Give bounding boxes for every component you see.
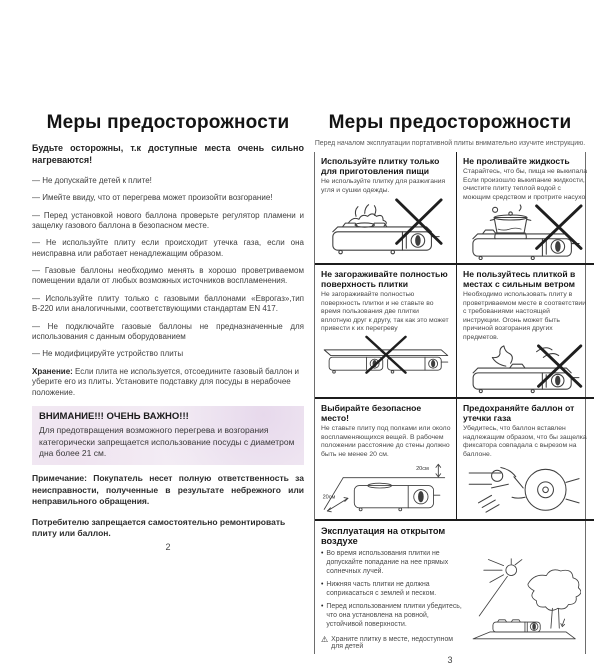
note-label: Примечание:	[32, 473, 87, 484]
manual-page-right	[314, 112, 586, 665]
two-stoves-covered-illustration	[321, 335, 451, 381]
warning-cell-no-wind	[457, 265, 594, 399]
cartridge-latch-illustration	[463, 460, 589, 514]
final-warning-text: Потребителю запрещается самостоятельно ремонтировать плиту или баллон.	[32, 516, 286, 538]
warning-cell-cooking-only	[315, 152, 457, 265]
safety-item: — Не допускайте детей к плите!	[32, 175, 152, 185]
warning-heading: Не загораживайте полностью поверхность плитки	[321, 268, 448, 289]
outdoor-bullet	[321, 603, 467, 630]
safety-item: — Перед установкой нового баллона проверьте регулятор пламени и защелку газового баллона в безопасном месте.	[32, 210, 304, 230]
warning-text: Не используйте плитку для разжигания угля и сушки одежды.	[321, 178, 446, 194]
safety-item: — Не модифицируйте устройство плиты	[32, 349, 184, 359]
attention-title: ВНИМАНИЕ!!! ОЧЕНЬ ВАЖНО!!!	[39, 411, 189, 423]
note-text: Покупатель несет полную ответственность за неисправности, полученные в результате небрежного или неправильного обращения.	[32, 473, 304, 507]
page-subtitle: Перед началом эксплуатации портативной плиты внимательно изучите инструкцию.	[314, 140, 586, 147]
outdoor-heading: Эксплуатация на открытом воздухе	[321, 526, 446, 547]
bullet-text: Во время использования плитки не допускайте попадание на нее прямых солнечных лучей.	[326, 550, 449, 576]
intro-warning-text: Будьте осторожны, т.к доступные места очень сильно нагреваются!	[32, 143, 304, 165]
storage-text: Если плита не используется, отсоедините газовый баллон и уберите его из плиты. Установите подставку для посуды в нерабочее положение.	[32, 366, 299, 397]
safety-item: — Используйте плиту только с газовыми баллонами «Еврогаз»,тип В-220 или аналогичными, соответствующими стандартам EN 417.	[32, 293, 304, 314]
boiling-pot-illustration	[463, 204, 589, 260]
warning-grid-frame	[314, 152, 586, 654]
bullet-text: Нижняя часть плитки не должна соприкасаться с землей и песком.	[326, 581, 437, 598]
clearance-distance-illustration	[321, 460, 451, 516]
warning-heading: Не проливайте жидкость	[463, 156, 570, 166]
safety-item: — Газовые баллоны необходимо менять в хорошо проветриваемом помещении вдали от любых возможных источников воспламенения.	[32, 266, 304, 286]
bullet-text: Перед использованием плитки убедитесь, что она установлена на ровной, устойчивой поверхности.	[326, 603, 462, 629]
warning-heading: Используйте плитку только для приготовления пищи	[321, 156, 440, 177]
safety-item: — Не используйте плиту если происходит утечка газа, если она неисправна или работает ненадлежащим образом.	[32, 238, 304, 258]
warning-heading: Предохраняйте баллон от утечки газа	[463, 402, 575, 423]
warning-cell-cartridge-latch	[457, 399, 594, 522]
storage-paragraph	[32, 367, 304, 399]
warning-triangle-icon: ⚠	[321, 635, 329, 645]
warning-heading: Не пользуйтесь плиткой в местах с сильным ветром	[463, 268, 576, 289]
warning-grid	[315, 152, 588, 521]
bullet-icon: •	[321, 581, 324, 589]
warning-text: Храните плитку в месте, недоступном для детей	[331, 636, 454, 651]
outdoor-bullet	[321, 550, 467, 577]
outdoor-text-column	[321, 526, 467, 650]
warning-text: Убедитесь, что баллон вставлен надлежащим образом, что бы защелка фиксатора совпадала с вырезом на баллоне.	[463, 424, 587, 458]
page-title: Меры предосторожности	[46, 112, 290, 133]
wind-blown-flame-illustration	[463, 344, 589, 394]
safety-item: — Имейте ввиду, что от перегрева может произойти возгорание!	[32, 193, 273, 203]
outdoor-use-section	[315, 521, 585, 654]
distance-label-top: 20см	[416, 466, 429, 473]
warning-text: Старайтесь, что бы, пища не выкипала Если произошло выкипание жидкости, очистите плиту теплой водой с моющим средством и протрите насухо	[463, 168, 588, 202]
distance-label-left: 20см	[322, 494, 336, 501]
bullet-icon: •	[321, 603, 324, 611]
warning-cell-no-covering	[315, 265, 457, 399]
warning-heading: Выбирайте безопасное место!	[321, 402, 422, 423]
attention-text: Для предотвращения возможного перегрева и возгорания категорически запрещается использование посуды с диаметром дна более 21 см.	[39, 425, 295, 458]
storage-label: Хранение:	[32, 366, 73, 376]
page-number-left: 2	[165, 542, 171, 553]
outdoor-sun-tree-illustration	[467, 526, 581, 650]
keep-away-children-warning	[321, 636, 467, 650]
safety-item: — Не подключайте газовые баллоны не предназначенные для использования с данным оборудованием	[32, 321, 304, 342]
warning-text: Не ставьте плиту под полками или около воспламеняющихся вещей. В рабочем положении расстояние до стены должно быть не менее 20 см.	[321, 424, 451, 458]
warning-text: Не загораживайте полностью поверхность плитки и не ставьте во время пользования две плитки вплотную друг к другу, так как это может привести к их перегреву	[321, 290, 449, 333]
outdoor-bullet	[321, 581, 467, 599]
warning-cell-safe-place	[315, 399, 457, 522]
warning-cell-no-spills	[457, 152, 594, 265]
page-title: Меры предосторожности	[328, 112, 572, 133]
page-number-right: 3	[447, 655, 453, 665]
manual-page-left	[32, 112, 304, 552]
note-paragraph	[32, 473, 304, 507]
warning-text: Необходимо использовать плиту в проветриваемом месте в соответствии с требованиями настоящей инструкции. Огонь может быть причиной возгорания других предметов.	[463, 290, 587, 342]
stove-burning-paper-illustration	[321, 197, 451, 255]
attention-box	[32, 406, 304, 465]
bullet-icon: •	[321, 550, 324, 558]
